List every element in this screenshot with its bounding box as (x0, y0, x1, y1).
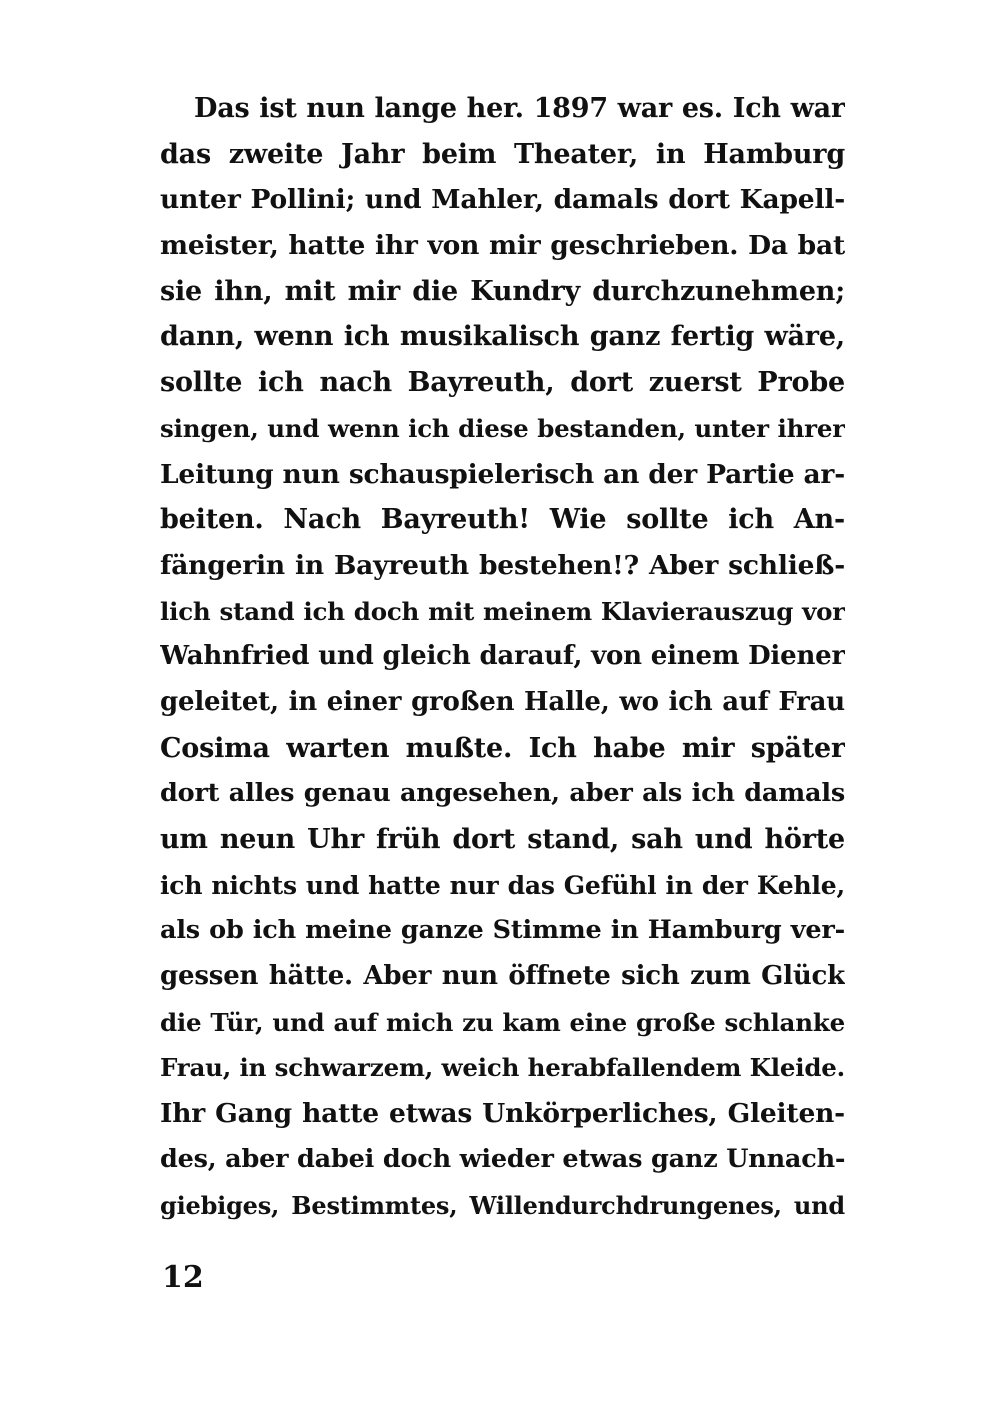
text-line: giebiges, Bestimmtes, Willendurchdrungenes, und (160, 1190, 845, 1220)
text-line: sie ihn, mit mir die Kundry durchzunehmen; (160, 275, 845, 307)
text-line: Das ist nun lange her. 1897 war es. Ich war (194, 93, 845, 124)
text-line: um neun Uhr früh dort stand, sah und hörte (160, 824, 845, 855)
text-line: beiten. Nach Bayreuth! Wie sollte ich An- (160, 504, 845, 536)
body-text (160, 86, 845, 1228)
text-line: als ob ich meine ganze Stimme in Hamburg ver- (160, 915, 845, 946)
text-line: Frau, in schwarzem, weich herabfallendem Kleide. (160, 1053, 845, 1083)
text-line: das zweite Jahr beim Theater, in Hamburg (160, 138, 845, 170)
page-number: 12 (162, 1260, 204, 1295)
text-line: singen, und wenn ich diese bestanden, unter ihrer (160, 413, 845, 443)
text-line: gessen hätte. Aber nun öffnete sich zum Glück (160, 961, 845, 992)
text-line: Ihr Gang hatte etwas Unkörperliches, Gleiten- (160, 1098, 845, 1130)
text-line: unter Pollini; und Mahler, damals dort Kapell- (160, 184, 845, 216)
text-line: fängerin in Bayreuth bestehen!? Aber schließ- (160, 549, 845, 581)
text-line: Cosima warten mußte. Ich habe mir später (160, 732, 845, 764)
text-line: ich nichts und hatte nur das Gefühl in der Kehle, (160, 870, 845, 900)
text-line: dann, wenn ich musikalisch ganz fertig wäre, (160, 321, 845, 353)
text-line: lich stand ich doch mit meinem Klavierauszug vor (160, 596, 845, 626)
text-line: meister, hatte ihr von mir geschrieben. Da bat (160, 230, 845, 262)
text-line: geleitet, in einer großen Halle, wo ich auf Frau (160, 686, 845, 717)
text-line: des, aber dabei doch wieder etwas ganz Unnach- (160, 1143, 845, 1174)
text-line: Leitung nun schauspielerisch an der Partie ar- (160, 458, 845, 490)
text-line: die Tür, und auf mich zu kam eine große schlanke (160, 1007, 845, 1037)
text-line: sollte ich nach Bayreuth, dort zuerst Probe (160, 367, 845, 399)
text-line: dort alles genau angesehen, aber als ich damals (160, 778, 845, 809)
text-line: Wahnfried und gleich darauf, von einem Diener (160, 641, 845, 672)
